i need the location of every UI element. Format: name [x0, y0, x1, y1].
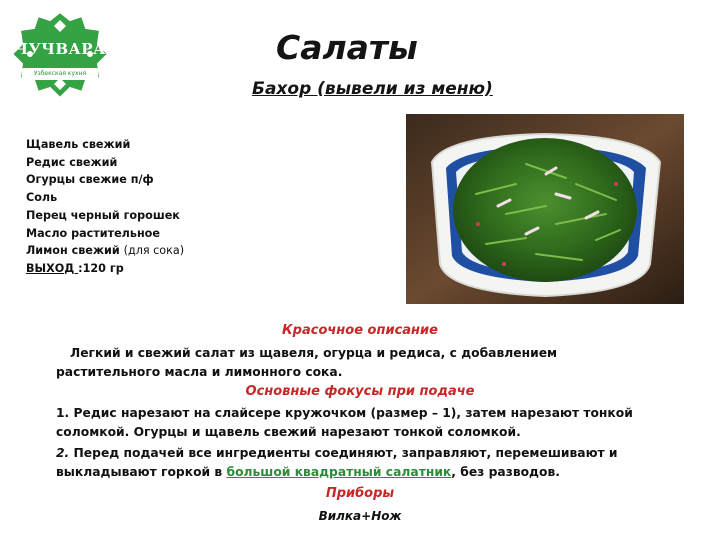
serving-step-2 [56, 444, 656, 482]
dish-subtitle: Бахор (вывели из меню) [252, 79, 493, 99]
lemon-note: (для сока) [123, 244, 185, 258]
ingredient-item: Соль [26, 191, 58, 205]
ingredient-item: Масло растительное [26, 226, 160, 240]
serving-step-1: 1. Редис нарезают на слайсере кружочком (размер – 1), затем нарезают тонкой соломкой. Огурцы и щавель свежий нарезают тонкой соломкой. [56, 406, 633, 439]
serving-heading: Основные фокусы при подаче [245, 384, 475, 399]
salad-bowl-link[interactable]: большой квадратный салатник [226, 465, 452, 479]
description-text: Легкий и свежий салат из щавеля, огурца и редиса, с добавлением растительного масла и лимонного сока. [56, 346, 558, 379]
brand-logo [8, 10, 112, 104]
logo-name: ЧУЧВАРА [14, 40, 106, 58]
ingredient-item: Редис свежий [26, 155, 118, 169]
yield-label: ВЫХОД [26, 261, 79, 275]
ingredient-item: Щавель свежий [26, 138, 131, 151]
salad-photo [406, 114, 684, 304]
ingredient-item: Огурцы свежие п/ф [26, 173, 154, 187]
yield-value: :120 гр [78, 261, 124, 275]
tools-value: Вилка+Нож [318, 509, 402, 523]
ingredient-item-lemon [26, 242, 266, 260]
page-title: Салаты [276, 28, 418, 67]
lemon-name: Лимон свежий [26, 244, 120, 258]
yield-row [26, 260, 266, 278]
step-2-text: Перед подачей все ингредиенты соединяют, заправляют, перемешивают и выкладывают горкой в [56, 446, 618, 479]
tools-heading: Приборы [325, 486, 395, 501]
step-2-number: 2. [56, 446, 70, 460]
ingredient-item: Перец черный горошек [26, 208, 180, 222]
logo-tagline: Узбекская кухня [22, 68, 98, 80]
ingredient-list [26, 136, 266, 278]
step-2-suffix: , без разводов. [451, 465, 560, 479]
description-heading: Красочное описание [282, 323, 438, 338]
